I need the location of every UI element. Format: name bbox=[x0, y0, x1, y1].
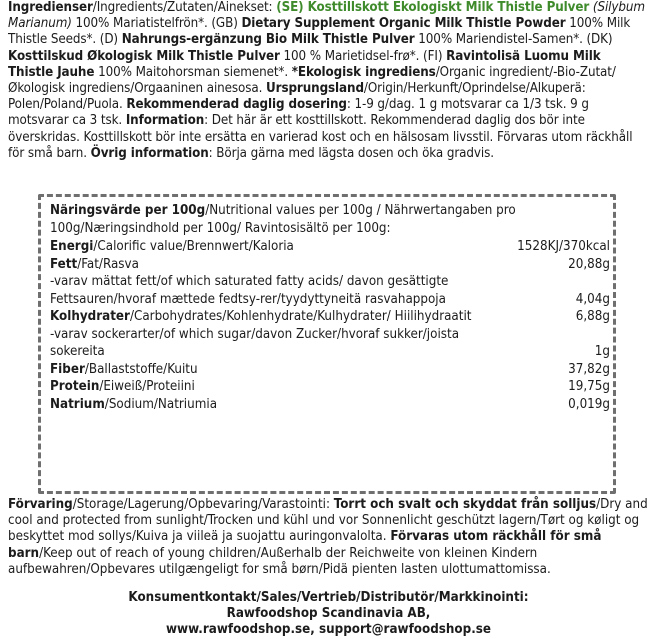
row-label-bold: Natrium bbox=[50, 396, 105, 412]
row-label bbox=[50, 308, 471, 326]
children-warning: Förvaras utom räckhåll för små barn bbox=[8, 529, 602, 561]
row-label-bold: Fett bbox=[50, 256, 78, 272]
row-value: 20,88g bbox=[568, 256, 610, 272]
row-label bbox=[50, 326, 490, 361]
nutrition-row-protein bbox=[50, 378, 610, 396]
ingredients-label: Ingredienser bbox=[8, 0, 93, 15]
nutrition-row-fat bbox=[50, 256, 610, 274]
gb-body: 100% Milk Thistle Seeds*. (D) bbox=[8, 16, 631, 48]
row-value: 6,88g bbox=[575, 309, 610, 324]
contact-line1 bbox=[0, 590, 657, 606]
latin-name: (Silybum Marianum) bbox=[8, 0, 645, 32]
nutrition-header-bold: Näringsvärde per 100g bbox=[50, 203, 206, 218]
row-value: 4,04g bbox=[575, 291, 610, 307]
row-label bbox=[50, 273, 490, 308]
fi-title: Ravintolisä Luomu Milk Thistle Jauhe bbox=[8, 48, 601, 80]
storage-translations: /Dry and cool and protected from sunlight/Trocken und kühl und vor Sonnenlicht geschützt lagern/Tørt og køligt og beskyttet mod sollys/Kuiva ja viileä ja suojattu auringonvalolta. bbox=[8, 497, 648, 545]
nutrition-row-energy bbox=[50, 238, 610, 256]
d-title: Nahrungs-ergänzung Bio Milk Thistle Pulver bbox=[121, 32, 415, 48]
row-label-bold: Fiber bbox=[50, 361, 85, 377]
ingredients-languages: /Ingredients/Zutaten/Ainekset: bbox=[92, 0, 277, 15]
dosage-body: : 1-9 g/dag. 1 g motsvarar ca 1/3 tsk. 9 g motsvarar ca 3 tsk. bbox=[8, 97, 589, 129]
ingredients-paragraph bbox=[8, 0, 649, 162]
nutrition-row-saturated bbox=[50, 273, 610, 308]
row-value: 0,019g bbox=[568, 396, 610, 412]
row-label bbox=[50, 256, 139, 274]
row-label bbox=[50, 238, 294, 256]
dk-body: 100 % Marietidsel-frø*. (FI) bbox=[279, 48, 447, 64]
contact-label: Konsumentkontakt bbox=[128, 590, 257, 605]
info-label: Information bbox=[125, 113, 205, 129]
row-label-rest: /Carbohydrates/Kohlenhydrate/Kulhydrater/ Hiilihydraatit bbox=[129, 309, 472, 324]
row-value: 19,75g bbox=[568, 379, 610, 394]
nutrition-table bbox=[50, 202, 610, 413]
nutrition-row-sugar bbox=[50, 326, 610, 361]
fi-body: 100% Maitohorsman siemenet*. bbox=[94, 64, 292, 80]
nutrition-header-rest: /Nutritional values per 100g / Nährwertangaben pro 100g/Næringsindhold per 100g/ Ravintosisältö per 100g: bbox=[50, 203, 516, 236]
origin-label: Ursprungsland bbox=[266, 81, 364, 97]
other-info-label: Övrig information bbox=[90, 145, 209, 161]
gb-title: Dietary Supplement Organic Milk Thistle Powder bbox=[241, 16, 566, 32]
row-label bbox=[50, 361, 198, 379]
info-body: : Det här är ett kosttillskott. Rekommenderad daglig dos bör inte överskridas. Kosttillskott bör inte ersätta en varierad kost och en hälsosam livsstil. Förvaras utom räckhåll för små barn. bbox=[8, 113, 633, 161]
row-value: 1528KJ/370kcal bbox=[517, 239, 610, 254]
row-label-bold: Protein bbox=[50, 379, 100, 394]
organic-body: /Organic ingredient/-Bio-Zutat/Økologisk ingrediens/Orgaaninen ainesosa. bbox=[8, 64, 616, 97]
row-label bbox=[50, 378, 195, 396]
other-info-body: : Börja gärna med lägsta dosen och öka gradvis. bbox=[208, 145, 494, 161]
nutrition-row-sodium bbox=[50, 396, 610, 414]
d-body: 100% Mariendistel-Samen*. (DK) bbox=[414, 32, 613, 48]
row-value: 37,82g bbox=[568, 361, 610, 377]
organic-note: *Ekologisk ingrediens bbox=[291, 64, 436, 80]
row-label-bold: Energi bbox=[50, 239, 94, 254]
row-label-bold: Kolhydrater bbox=[50, 309, 130, 324]
dosage-label: Rekommenderad daglig dosering bbox=[126, 97, 347, 113]
contact-web-email[interactable]: www.rawfoodshop.se, support@rawfoodshop.se bbox=[166, 622, 491, 638]
se-body: 100% Mariatistelfrön*. (GB) bbox=[71, 16, 242, 32]
storage-condition: Torrt och svalt och skyddat från solljus bbox=[333, 497, 597, 512]
nutrition-row-fiber bbox=[50, 361, 610, 379]
contact-block bbox=[0, 590, 657, 639]
row-value: 1g bbox=[594, 344, 610, 359]
company-name: Rawfoodshop Scandinavia AB, bbox=[226, 606, 431, 622]
children-translations: /Keep out of reach of young children/Außerhalb der Reichweite von kleinen Kindern aufbewahren/Opbevares utilgængeligt for små børn/Pidä pienten lasten ulottumattomissa. bbox=[8, 545, 551, 577]
se-title: (SE) Kosttillskott Ekologiskt Milk Thistle Pulver bbox=[276, 0, 590, 15]
nutrition-header bbox=[50, 202, 610, 237]
contact-label-rest: /Sales/Vertrieb/Distributör/Markkinointi: bbox=[256, 590, 529, 605]
row-label bbox=[50, 396, 217, 414]
row-label-rest: /Calorific value/Brennwert/Kaloria bbox=[93, 239, 294, 254]
row-label-rest: -varav mättat fett/of which saturated fatty acids/ davon gesättigte Fettsauren/hvoraf mættede fedtsy-rer/tyydyttyneitä rasvahappoja bbox=[50, 274, 449, 307]
ingredients-block bbox=[8, 0, 649, 162]
origin-body: /Origin/Herkunft/Oprindelse/Alkuperä: Polen/Poland/Puola. bbox=[8, 81, 586, 113]
row-label-rest: /Sodium/Natriumia bbox=[104, 396, 218, 412]
row-label-rest: -varav sockerarter/of which sugar/davon Zucker/hvoraf sukker/joista sokereita bbox=[50, 326, 460, 359]
row-label-rest: /Eiweiß/Proteiini bbox=[99, 379, 195, 394]
nutrition-row-carbs bbox=[50, 308, 610, 326]
storage-languages: /Storage/Lagerung/Opbevaring/Varastointi: bbox=[72, 497, 334, 512]
dk-title: Kosttilskud Økologisk Milk Thistle Pulver bbox=[8, 48, 280, 64]
row-label-rest: /Ballaststoffe/Kuitu bbox=[84, 361, 198, 377]
storage-paragraph bbox=[8, 497, 649, 578]
storage-label: Förvaring bbox=[8, 497, 73, 512]
row-label-rest: /Fat/Rasva bbox=[77, 256, 139, 272]
